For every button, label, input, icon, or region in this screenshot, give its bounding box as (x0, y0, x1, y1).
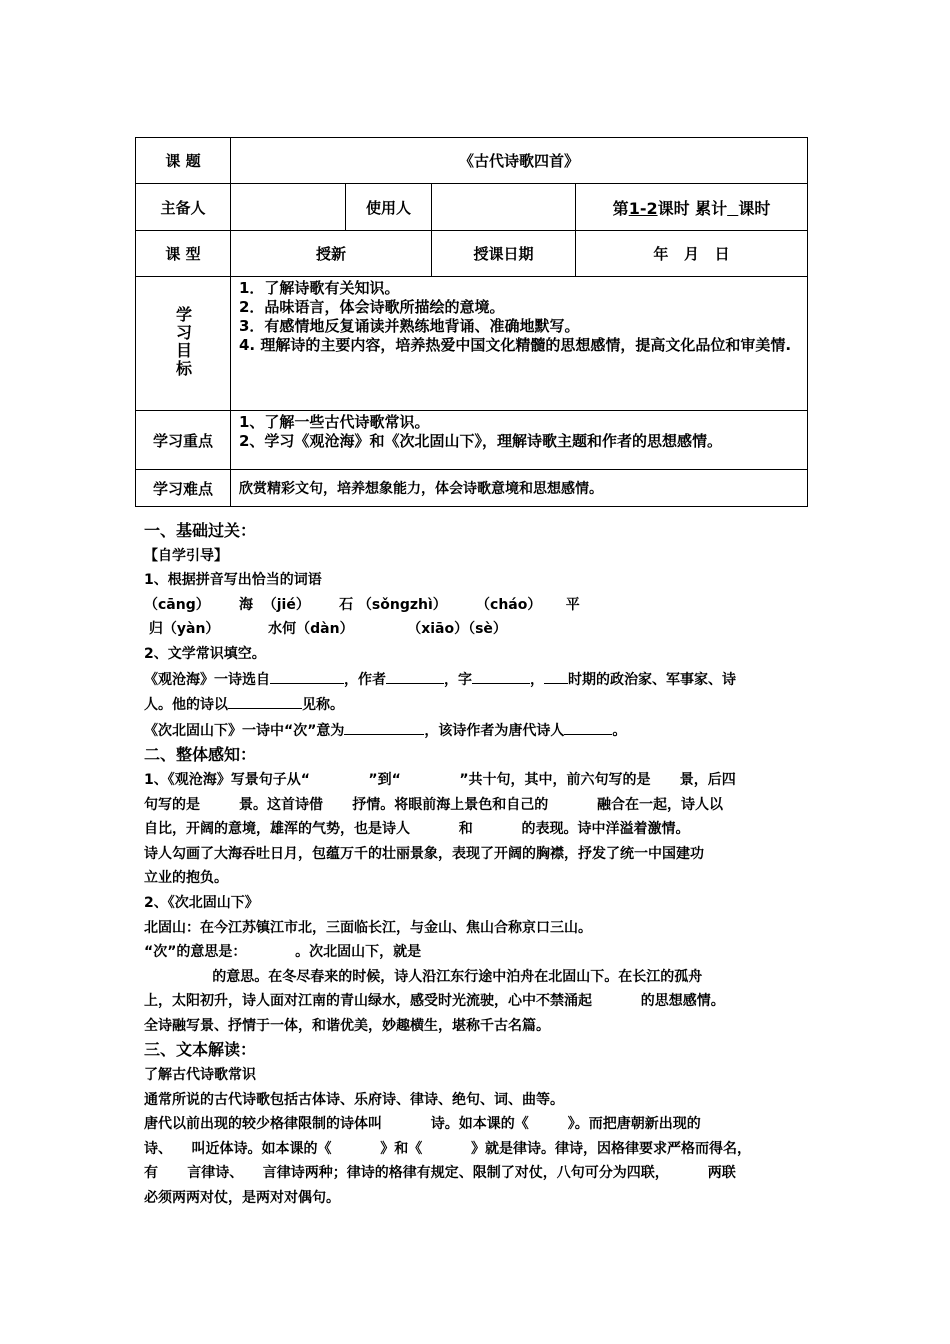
fill-text: 人。他的诗以 (144, 697, 228, 714)
blank-field[interactable] (386, 667, 444, 684)
goal-item: 1．了解诗歌有关知识。 (239, 279, 400, 297)
preparer-label: 主备人 (136, 184, 231, 231)
fill-text: 。 (612, 722, 627, 739)
lesson-type-value: 授新 (231, 231, 432, 277)
paragraph-line: 1、《观沧海》写景句子从“ ”到“ ”共十句，其中，前六句写的是 景，后四 (144, 771, 736, 788)
lesson-type-label: 课 型 (136, 231, 231, 277)
focus-item: 2、学习《观沧海》和《次北固山下》，理解诗歌主题和作者的思想感情。 (239, 432, 722, 450)
blank-field[interactable] (544, 667, 568, 684)
fill-line (144, 667, 810, 693)
pinyin-line: 归（yàn） 水何（dàn） （xiāo）（sè） (144, 621, 507, 638)
paragraph-line: 2、《次北固山下》 (144, 894, 259, 911)
topic-label: 课 题 (136, 138, 231, 184)
paragraph-line: “次”的意思是： 。次北固山下，就是 (144, 944, 422, 961)
paragraph-line: 唐代以前出现的较少格律限制的诗体叫 诗。如本课的《 》。而把唐朝新出现的 (144, 1116, 701, 1133)
section-title: 二、整体感知： (144, 745, 257, 765)
fill-line (144, 718, 810, 744)
user-label: 使用人 (346, 184, 432, 231)
paragraph-line: 句写的是 景。这首诗借 抒情。将眼前海上景色和自己的 融合在一起，诗人以 (144, 796, 723, 813)
blank-field[interactable] (228, 692, 302, 709)
user-value[interactable] (432, 184, 576, 231)
question-heading: 1、根据拼音写出恰当的词语 (144, 572, 322, 589)
paragraph-line: 通常所说的古代诗歌包括古体诗、乐府诗、律诗、绝句、词、曲等。 (144, 1091, 564, 1108)
class-hours-number: 1-2 (628, 198, 658, 218)
blank-field[interactable] (564, 718, 612, 735)
class-hours-end: 课时 (738, 198, 771, 218)
paragraph-line: 立业的抱负。 (144, 870, 228, 887)
difficulty-value: 欣赏精彩文句，培养想象能力，体会诗歌意境和思想感情。 (231, 470, 808, 507)
blank-field[interactable] (344, 718, 424, 735)
paragraph-line: 的意思。在冬尽春来的时候，诗人沿江东行途中泊舟在北固山下。在长江的孤舟 (144, 968, 703, 985)
paragraph-line: 诗人勾画了大海吞吐日月，包蕴万千的壮丽景象，表现了开阔的胸襟，抒发了统一中国建功 (144, 845, 704, 862)
class-hours-suffix: 课时 累计 (657, 198, 728, 218)
date-value: 年 月 日 (576, 231, 808, 277)
fill-text: ，字 (444, 671, 472, 688)
paragraph-line: 诗、 叫近体诗。如本课的《 》和《 》就是律诗。律诗，因格律要求严格而得名， (144, 1140, 751, 1157)
paragraph-line: 北固山：在今江苏镇江市北，三面临长江，与金山、焦山合称京口三山。 (144, 919, 592, 936)
paragraph-line: 了解古代诗歌常识 (144, 1067, 256, 1084)
fill-text: 《观沧海》一诗选自 (144, 671, 270, 688)
fill-text: 时期的政治家、军事家、诗 (568, 671, 736, 688)
fill-text: 见称。 (302, 697, 344, 714)
worksheet-body (144, 519, 810, 1211)
goal-item: 4. 理解诗的主要内容，培养热爱中国文化精髓的思想感情，提高文化品位和审美情. (239, 336, 792, 354)
section-title: 三、文本解读： (144, 1040, 257, 1060)
class-hours (576, 184, 808, 231)
blank-field[interactable] (270, 667, 344, 684)
paragraph-line: 上，太阳初升，诗人面对江南的青山绿水，感受时光流驶，心中不禁涌起 的思想感情。 (144, 993, 725, 1010)
goals-label-cell (136, 277, 231, 411)
question-heading: 2、文学常识填空。 (144, 645, 266, 662)
fill-line (144, 692, 810, 718)
paragraph-line: 全诗融写景、抒情于一体，和谐优美，妙趣横生，堪称千古名篇。 (144, 1017, 550, 1034)
class-hours-prefix: 第 (612, 198, 629, 218)
fill-text: ， (530, 671, 544, 688)
focus-item: 1、了解一些古代诗歌常识。 (239, 413, 430, 431)
section-subtitle: 【自学引导】 (144, 547, 228, 564)
lesson-info-table (135, 137, 808, 507)
paragraph-line: 自比，开阔的意境，雄浑的气势，也是诗人 和 的表现。诗中洋溢着激情。 (144, 821, 690, 838)
topic-value: 《古代诗歌四首》 (231, 138, 808, 184)
difficulty-label: 学习难点 (136, 470, 231, 507)
goals-cell (231, 277, 808, 411)
paragraph-line: 有 言律诗、 言律诗两种；律诗的格律有规定、限制了对仗，八句可分为四联， 两联 (144, 1165, 736, 1182)
focus-cell (231, 411, 808, 470)
goal-item: 2．品味语言，体会诗歌所描绘的意境。 (239, 298, 505, 316)
fill-text: ，作者 (344, 671, 386, 688)
focus-label: 学习重点 (136, 411, 231, 470)
paragraph-line: 必须两两对仗，是两对对偶句。 (144, 1190, 340, 1207)
goals-label: 学习目标 (173, 305, 193, 378)
fill-text: 《次北固山下》一诗中“次”意为 (144, 722, 345, 739)
class-hours-blank (727, 199, 738, 218)
date-label: 授课日期 (432, 231, 576, 277)
fill-text: ，该诗作者为唐代诗人 (424, 722, 565, 739)
goal-item: 3．有感情地反复诵读并熟练地背诵、准确地默写。 (239, 317, 580, 335)
blank-field[interactable] (472, 667, 530, 684)
preparer-value[interactable] (231, 184, 346, 231)
pinyin-line: （cāng） 海 （jié） 石 （sǒngzhì） （cháo） 平 (144, 596, 580, 613)
section-title: 一、基础过关： (144, 521, 257, 540)
